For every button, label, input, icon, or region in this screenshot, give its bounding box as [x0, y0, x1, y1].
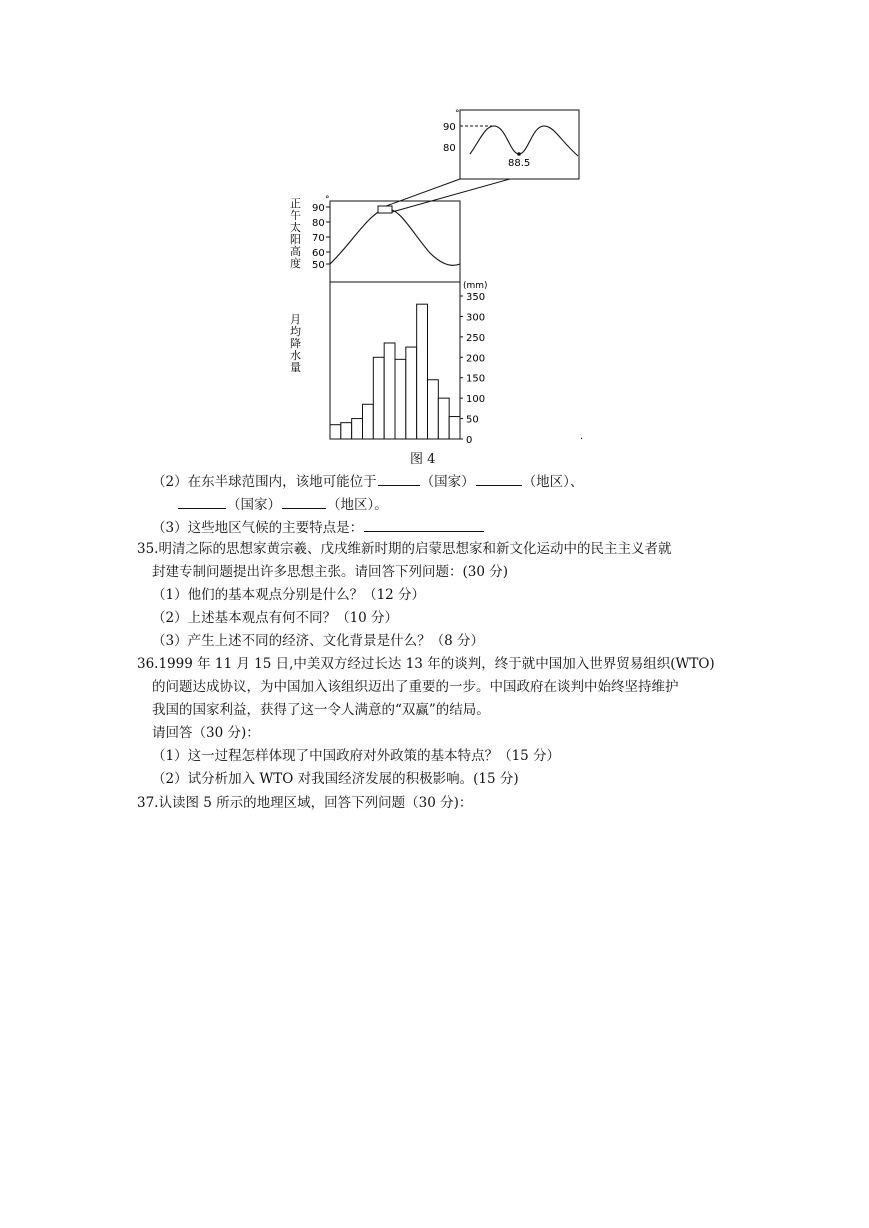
- top-y-label-char: 太: [290, 221, 301, 234]
- q35-sub3: （3）产生上述不同的经济、文化背景是什么？（8 分）: [152, 633, 484, 649]
- top-y-label-char: 阳: [290, 233, 301, 246]
- q34-2-text-b: （国家）: [420, 474, 475, 490]
- connector-right: [392, 179, 510, 212]
- answer-blank[interactable]: [378, 470, 420, 486]
- bottom-tick-label: 0: [466, 435, 473, 446]
- top-y-label: [290, 197, 301, 270]
- bottom-y-label-char: 水: [290, 349, 301, 362]
- q34-3-text: （3）这些地区气候的主要特点是：: [152, 520, 364, 536]
- precip-bar: [373, 357, 384, 439]
- inset-tick-90: 90: [443, 122, 456, 133]
- q37-line: 37.认读图 5 所示的地理区域，回答下列问题（30 分)：: [137, 795, 473, 811]
- precip-bar: [330, 425, 341, 439]
- inset-min-label: 88.5: [508, 158, 531, 169]
- bottom-tick-label: 200: [466, 353, 486, 365]
- inset-min-point: [517, 152, 521, 156]
- precip-bar: [438, 398, 449, 439]
- q34-2-text-c: （地区）、: [522, 474, 584, 490]
- q34-2-line1: [152, 470, 583, 492]
- q34-2-text-a: （2）在东半球范围内，该地可能位于: [152, 474, 377, 490]
- q34-2-text-e: （地区）。: [327, 497, 388, 513]
- bottom-y-label-char: 均: [290, 325, 301, 338]
- zoom-box: [378, 206, 392, 213]
- q36-line3: 我国的国家利益，获得了这一令人满意的“双赢”的结局。: [152, 702, 490, 718]
- bottom-tick-label: 300: [466, 312, 486, 324]
- inset-curve: [470, 126, 578, 156]
- bottom-y-label-char: 降: [290, 337, 301, 350]
- top-tick-80: 80: [312, 218, 325, 229]
- solar-altitude-curve: [330, 209, 460, 266]
- q36-sub1: （1）这一过程怎样体现了中国政府对外政策的基本特点？（15 分）: [152, 748, 561, 764]
- bottom-y-label-char: 量: [290, 361, 301, 374]
- q36-ask: 请回答（30 分)：: [152, 725, 260, 741]
- top-y-label-char: 正: [290, 197, 301, 210]
- precip-bar: [395, 359, 406, 439]
- q36-sub2: （2）试分析加入 WTO 对我国经济发展的积极影响。(15 分): [152, 771, 519, 787]
- q36-line2: 的问题达成协议，为中国加入该组织迈出了重要的一步。中国政府在谈判中始终坚持维护: [152, 679, 679, 695]
- q36-line1: 36.1999 年 11 月 15 日,中美双方经过长达 13 年的谈判，终于就中国加入世界贸易组织(WTO): [137, 656, 715, 672]
- top-y-label-char: 度: [290, 257, 301, 270]
- inset-tick-80: 80: [443, 143, 456, 154]
- precip-bar: [449, 417, 460, 439]
- answer-blank[interactable]: [178, 493, 226, 509]
- q34-3: [152, 516, 485, 538]
- figure-caption: 图 4: [410, 452, 436, 467]
- bottom-y-label-char: 月: [290, 313, 301, 326]
- answer-blank[interactable]: [476, 470, 522, 486]
- q34-2-text-d: （国家）: [227, 497, 281, 513]
- precip-bar: [352, 419, 363, 439]
- precip-bar: [417, 304, 428, 439]
- q35-line2: 封建专制问题提出许多思想主张。请回答下列问题：(30 分): [152, 564, 509, 580]
- answer-blank[interactable]: [282, 493, 326, 509]
- bottom-tick-label: 50: [466, 414, 479, 426]
- bottom-tick-label: 250: [466, 332, 486, 344]
- bottom-unit: (mm): [463, 281, 488, 291]
- answer-blank[interactable]: [364, 516, 484, 532]
- q35-sub1: （1）他们的基本观点分别是什么？（12 分）: [152, 587, 426, 603]
- top-tick-70: 70: [312, 233, 325, 244]
- q34-2-line2: [177, 493, 388, 515]
- q35-line1: 35.明清之际的思想家黄宗羲、戊戌维新时期的启蒙思想家和新文化运动中的民主主义者就: [137, 541, 672, 557]
- precip-bar: [406, 347, 417, 439]
- top-y-label-char: 高: [290, 245, 301, 258]
- top-y-label-char: 午: [290, 209, 301, 222]
- top-unit-mark: °: [325, 195, 330, 205]
- bottom-tick-label: 350: [466, 292, 486, 303]
- top-tick-90: 90: [312, 203, 325, 214]
- climate-figure: [0, 0, 869, 470]
- top-tick-50: 50: [312, 260, 325, 271]
- precip-bar: [384, 343, 395, 439]
- inset-unit-mark: °: [455, 109, 460, 119]
- bottom-tick-label: 100: [466, 394, 486, 406]
- precip-bar: [341, 423, 352, 439]
- precip-bar: [363, 404, 374, 439]
- bottom-tick-label: 150: [466, 373, 486, 385]
- precip-bar: [428, 380, 439, 439]
- q35-sub2: （2）上述基本观点有何不同？（10 分）: [152, 610, 399, 626]
- bottom-y-label: [290, 313, 301, 374]
- stray-mark: ·: [580, 434, 584, 445]
- top-tick-60: 60: [312, 248, 325, 259]
